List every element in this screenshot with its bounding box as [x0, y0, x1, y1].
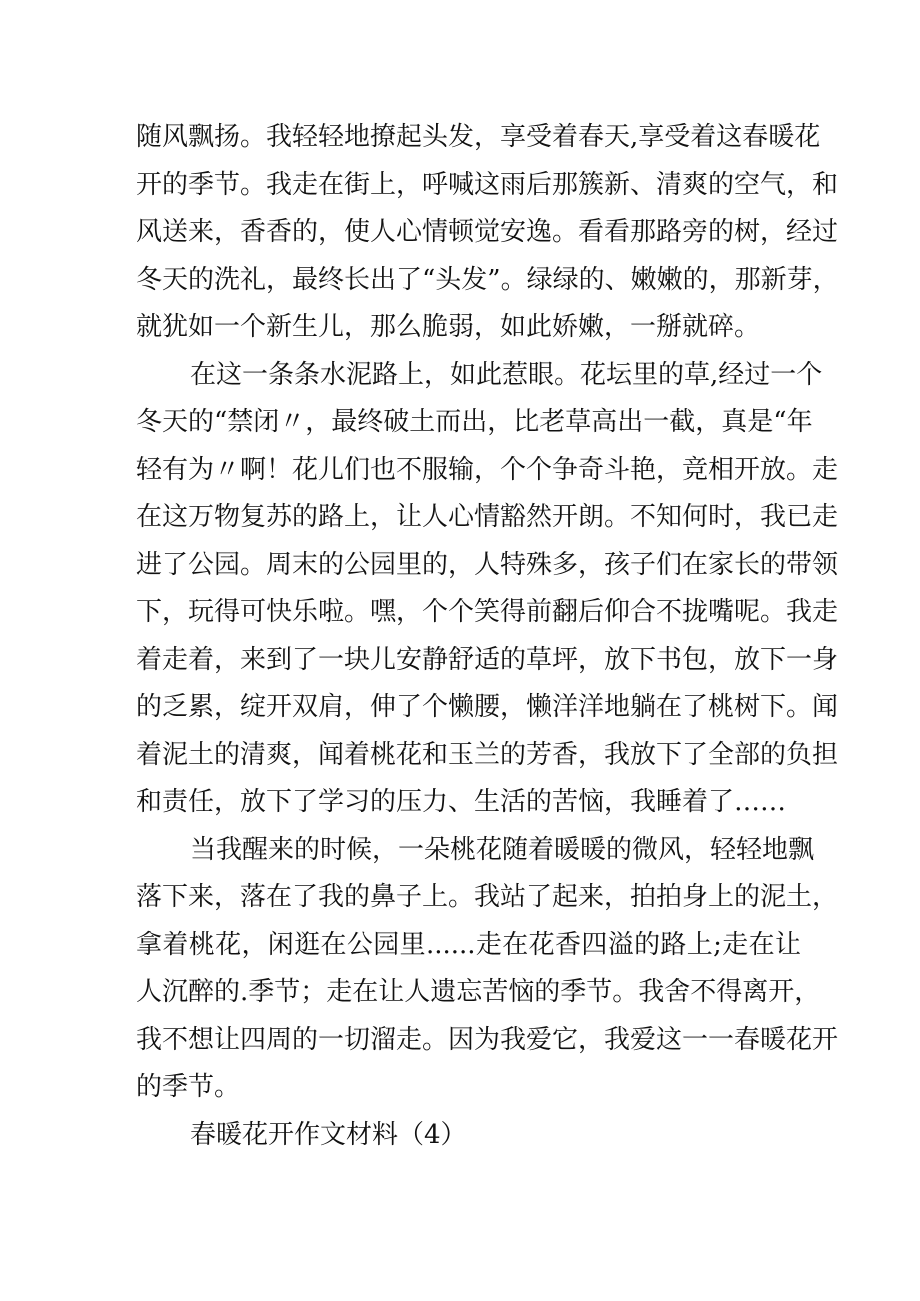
paragraph-2 — [136, 352, 839, 827]
text-line: 我不想让四周的一切溜走。因为我爱它，我爱这一一春暖花开 — [136, 1024, 839, 1055]
essay-body — [136, 114, 839, 1159]
text-line: 风送来，香香的，使人心情顿觉安逸。看看那路旁的树，经过 — [136, 217, 839, 247]
section-heading: 春暖花开作文材料（4） — [190, 1119, 467, 1150]
text-line: 下，玩得可快乐啦。嘿，个个笑得前翻后仰合不拢嘴呢。我走 — [136, 597, 839, 627]
text-line: 的乏累，绽开双肩，伸了个懒腰，懒洋洋地躺在了桃树下。闻 — [136, 692, 839, 722]
text-line: 的季节。 — [136, 1072, 241, 1102]
paragraph-1 — [136, 114, 839, 352]
text-line: 开的季节。我走在街上，呼喊这雨后那簇新、清爽的空气，和 — [136, 169, 839, 200]
text-line: 拿着桃花，闲逛在公园里......走在花香四溢的路上;走在让 — [136, 929, 801, 960]
text-line: 随风飘扬。我轻轻地撩起头发，享受着春天,享受着这春暖花 — [136, 122, 821, 152]
text-line: 和责任，放下了学习的压力、生活的苦恼，我睡着了…… — [136, 787, 787, 817]
text-line: 落下来，落在了我的鼻子上。我站了起来，拍拍身上的泥土， — [136, 882, 839, 912]
text-line: 当我醒来的时候，一朵桃花随着暖暖的微风，轻轻地飘 — [190, 834, 815, 865]
text-line: 着走着，来到了一块儿安静舒适的草坪，放下书包，放下一身 — [136, 644, 839, 675]
text-line: 人沉醉的.季节；走在让人遗忘苦恼的季节。我舍不得离开， — [136, 977, 821, 1007]
text-line: 就犹如一个新生儿，那么脆弱，如此娇嫩，一掰就碎。 — [136, 312, 761, 342]
text-line: 在这一条条水泥路上，如此惹眼。花坛里的草,经过一个 — [190, 359, 823, 390]
text-line: 着泥土的清爽，闻着桃花和玉兰的芳香，我放下了全部的负担 — [136, 739, 839, 770]
text-line: 冬天的洗礼，最终长出了“头发”。绿绿的、嫩嫩的，那新芽， — [136, 264, 839, 295]
text-line: 进了公园。周末的公园里的，人特殊多，孩子们在家长的带领 — [136, 549, 839, 580]
text-line: 在这万物复苏的路上，让人心情豁然开朗。不知何时，我已走 — [136, 502, 839, 532]
paragraph-3 — [136, 827, 839, 1112]
text-line: 冬天的“禁闭〃，最终破土而出，比老草高出一截，真是“年 — [136, 407, 813, 437]
text-line: 轻有为〃啊！花儿们也不服输，个个争奇斗艳，竞相开放。走 — [136, 454, 839, 485]
